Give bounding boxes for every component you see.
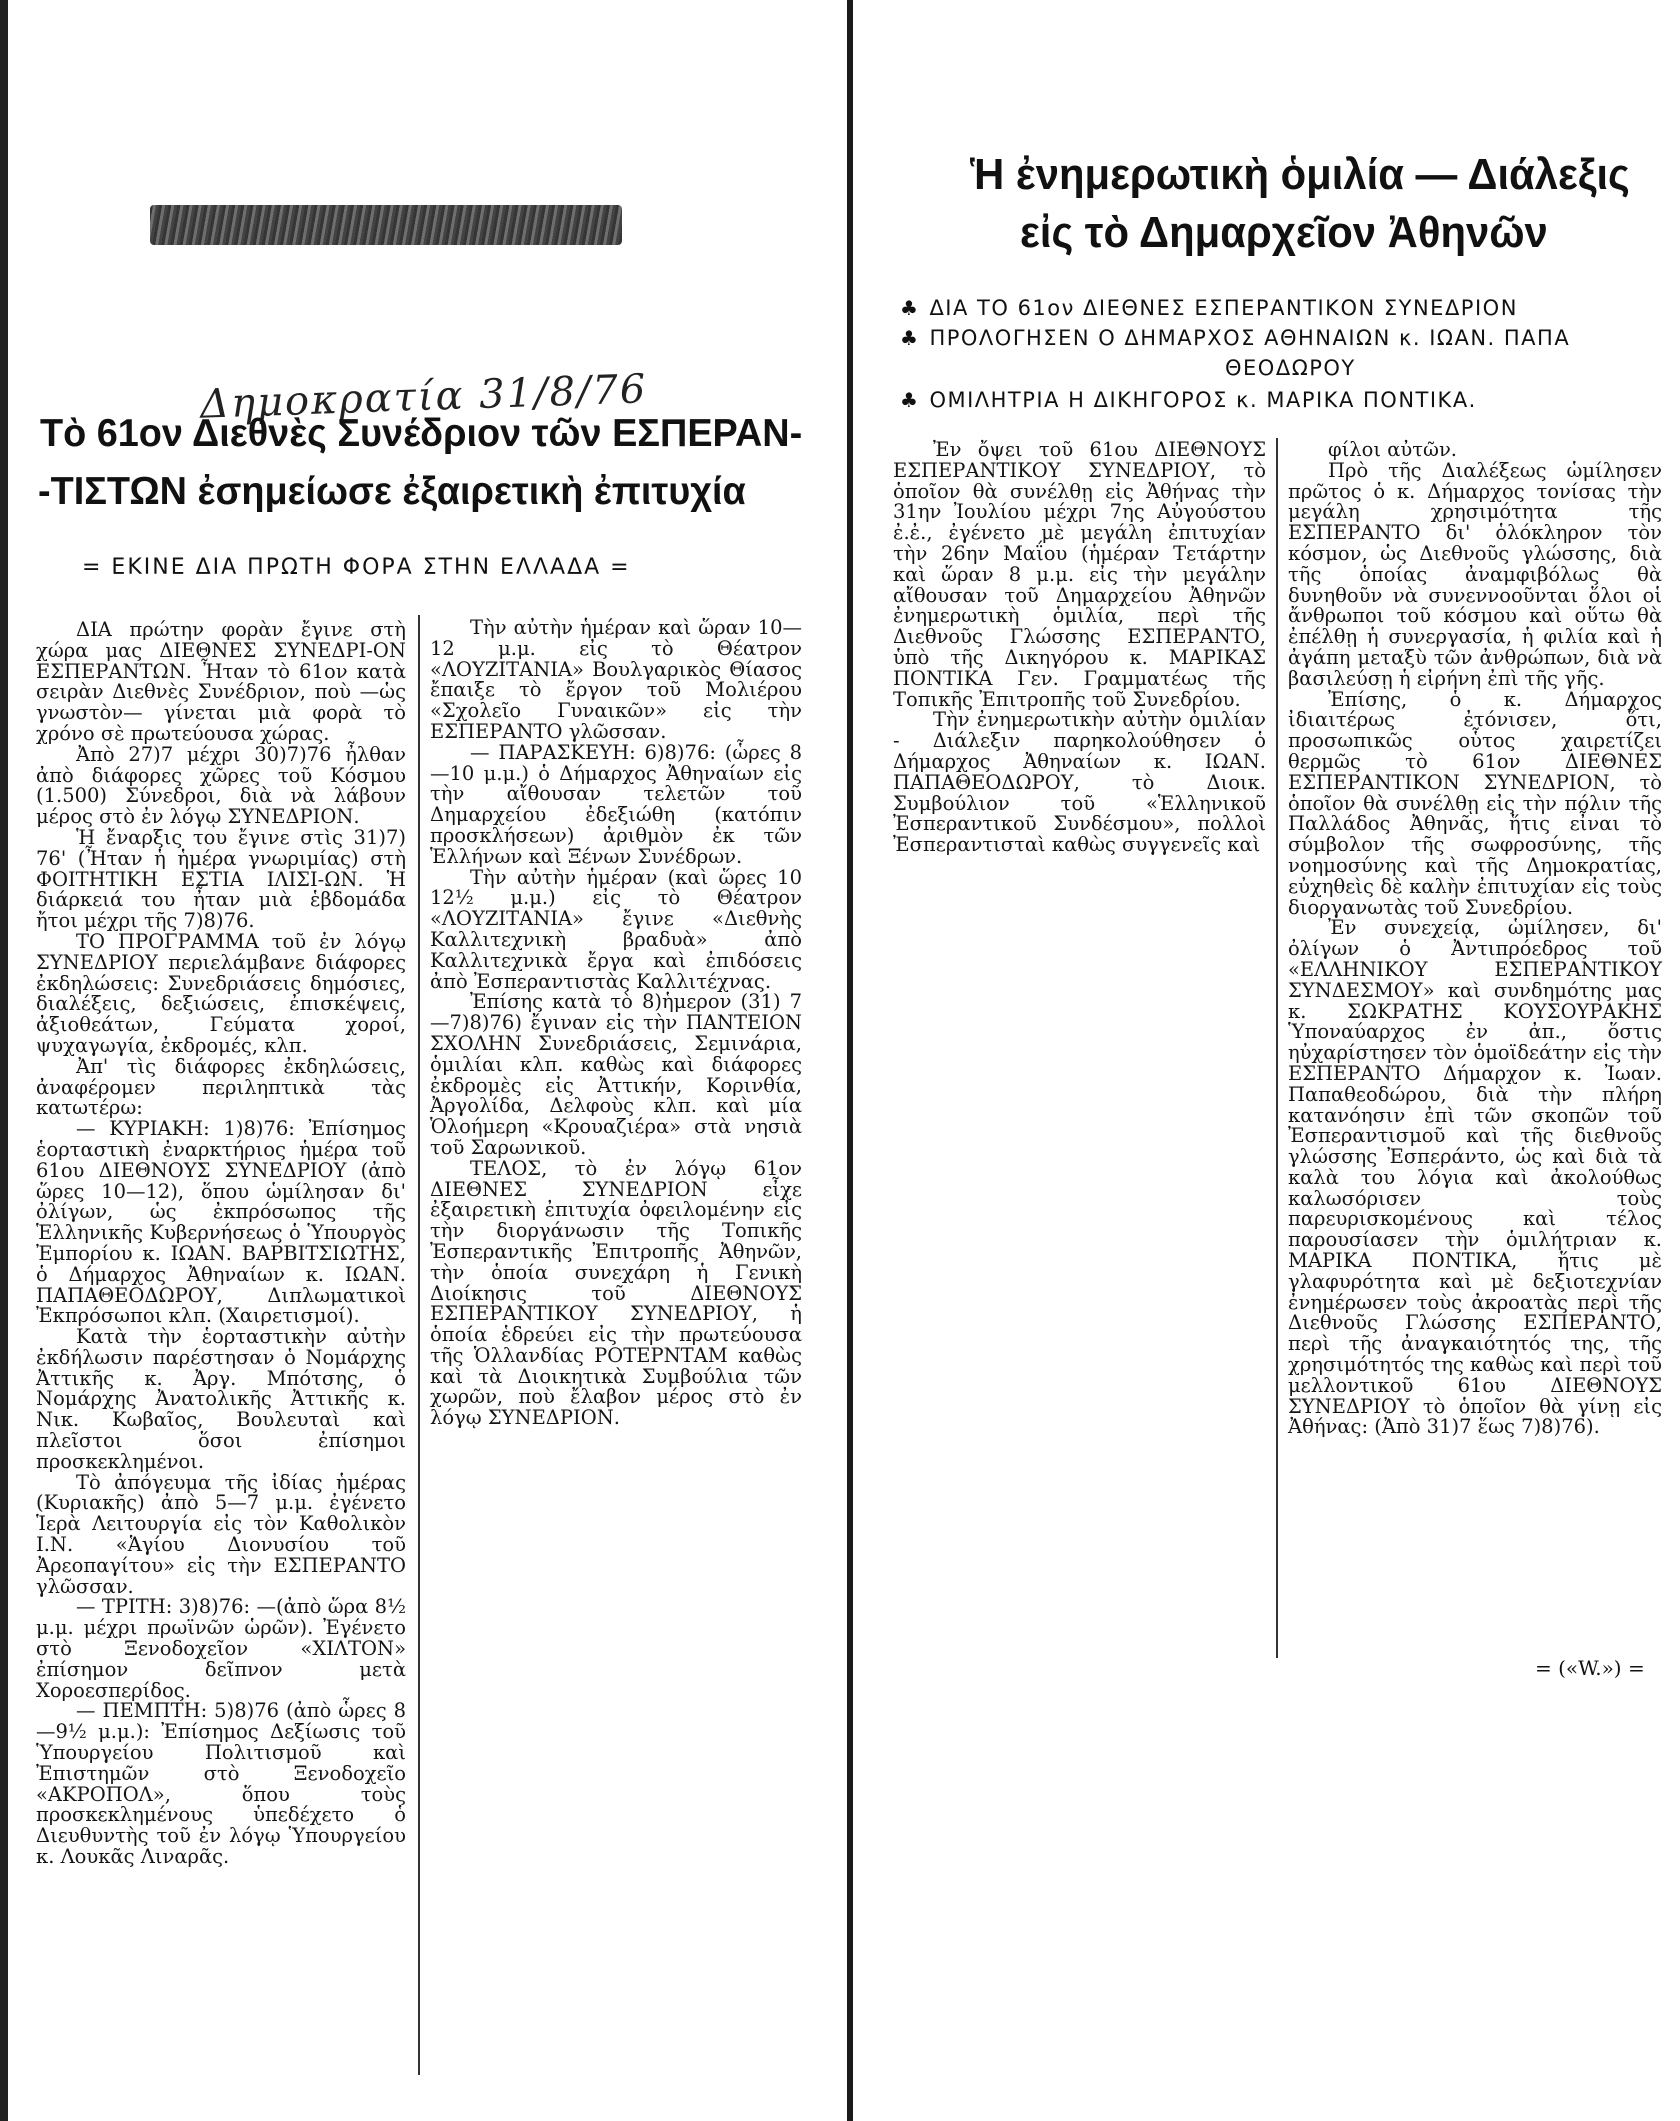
paragraph: Ἐπίσης, ὁ κ. Δήμαρχος ἰδιαιτέρως ἐτόνισεν, ὅτι, προσωπικῶς οὗτος χαιρετίζει θερμῶς τὸ 61ον ΔΙΕΘΝΕΣ ΕΣΠΕΡΑΝΤΙΚΟΝ ΣΥΝΕΔΡΙΟΝ, τὸ ὁποῖον θὰ συνέλθῃ εἰς τὴν πόλιν τῆς Παλλάδος Ἀθηνᾶς, ἥτις εἶναι τὸ σύμβολον τῆς σωφροσύνης, τῆς νοημοσύνης καὶ τῆς Δημοκρατίας, εὐχηθεὶς δὲ καλὴν ἐπιτυχίαν εἰς τοὺς διοργανωτὰς τοῦ Συνεδρίου. [1288,687,1662,919]
paragraph: Ἐν συνεχείᾳ, ὡμίλησεν, δι' ὀλίγων ὁ Ἀντιπρόεδρος τοῦ «ΕΛΛΗΝΙΚΟΥ ΕΣΠΕΡΑΝΤΙΚΟΥ ΣΥΝΔΕΣΜΟΥ» καὶ συνδημότης μας κ. ΣΩΚΡΑΤΗΣ ΚΟΥΣΟΥΡΑΚΗΣ Ὑποναύαρχος ἐν ἀπ., ὅστις ηὐχαρίστησεν τὸν ὁμοϊδεάτην εἰς τὴν ΕΣΠΕΡΑΝΤΟ Δήμαρχον κ. Ἰωαν. Παπαθεοδώρου, διὰ τὴν πλήρη κατανόησιν ἐπὶ τῶν σκοπῶν τοῦ Ἐσπεραντισμοῦ καὶ τῆς διεθνοῦς γλώσσης Ἐσπεράντο, ὡς καὶ διὰ τὰ καλὰ του λόγια καὶ ἀκολούθως καλωσόρισεν τοὺς παρευρισκομένους καὶ τέλος παρουσίασεν τὴν ὁμιλήτριαν κ. ΜΑΡΙΚΑ ΠΟΝΤΙΚΑ, ἥτις μὲ γλαφυρότητα καὶ μὲ δεξιοτεχνίαν ἐνημέρωσεν τοὺς ἀκροατὰς περὶ τῆς Διεθνοῦς Γλώσσης ΕΣΠΕΡΑΝΤΟ, περὶ τῆς ἀναγκαιότητός της, τῆς χρησιμότητός της καθὼς καὶ περὶ τοῦ μελλοντικοῦ 61ου ΔΙΕΘΝΟΥΣ ΣΥΝΕΔΡΙΟΥ τὸ ὁποῖον θὰ γίνῃ εἰς Ἀθήνας: (Ἀπὸ 31)7 ἕως 7)8)76). [1288,916,1662,1439]
right-column-2 [1288,440,1662,1438]
paragraph: — ΚΥΡΙΑΚΗ: 1)8)76: Ἐπίσημος ἑορταστικὴ ἐναρκτήριος ἡμέρα τοῦ 61ου ΔΙΕΘΝΟΥΣ ΣΥΝΕΔΡΙΟΥ (ἀπὸ ὥρες 10—12), ὅπου ὡμίλησαν δι' ὀλίγων, ὡς ἐκπρόσωπος τῆς Ἑλληνικῆς Κυβερνήσεως ὁ Ὑπουργὸς Ἐμπορίου κ. ΙΩΑΝ. ΒΑΡΒΙΤΣΙΩΤΗΣ, ὁ Δήμαρχος Ἀθηναίων κ. ΙΩΑΝ. ΠΑΠΑΘΕΟΔΩΡΟΥ, Διπλωματικοὶ Ἐκπρόσωποι κλπ. (Χαιρετισμοί). [36,1117,406,1328]
right-headline-line2: εἰς τὸ Δημαρχεῖον Ἀθηνῶν [1020,208,1548,257]
right-headline-line1: Ἡ ἐνημερωτικὴ ὁμιλία — Διάλεξις [970,150,1630,199]
author-signature: = («W.») = [1535,1656,1645,1680]
paragraph: — ΠΕΜΠΤΗ: 5)8)76 (ἀπὸ ὧρες 8—9½ μ.μ.): Ἐπίσημος Δεξίωσις τοῦ Ὑπουργείου Πολιτισμοῦ καὶ Ἐπιστημῶν στὸ Ξενοδοχεῖο «ΑΚΡΟΠΟΛ», ὅπου τοὺς προσκεκλημένους ὑπεδέχετο ὁ Διευθυντὴς τοῦ ἐν λόγῳ Ὑπουργείου κ. Λουκᾶς Λιναρᾶς. [36,1699,406,1869]
trefoil-bullet-icon: ♣ [900,326,920,350]
handwritten-date-note: Δημοκρατία 31/8/76 [199,366,649,428]
paragraph: Ἐπίσης κατὰ τὸ 8)ἡμερον (31) 7—7)8)76) ἔγιναν εἰς τὴν ΠΑΝΤΕΙΟΝ ΣΧΟΛΗΝ Συνεδριάσεις, Σεμινάρια, ὁμιλίαι κλπ. καθὼς καὶ διάφορες ἐκδρομὲς εἰς Ἀττικήν, Κορινθία, Ἀργολίδα, Δελφοὺς κλπ. καὶ μία Ὁλοήμερη «Κρουαζιέρα» στὰ νησιὰ τοῦ Σαρωνικοῦ. [430,990,802,1159]
paragraph: ΤΕΛΟΣ, τὸ ἐν λόγῳ 61ον ΔΙΕΘΝΕΣ ΣΥΝΕΔΡΙΟΝ εἶχε ἐξαιρετικὴ ἐπιτυχία ὀφειλομένην εἰς τὴν διοργάνωσιν τῆς Τοπικῆς Ἐσπεραντικῆς Ἐπιτροπῆς Ἀθηνῶν, τὴν ὁποία συνεχάρη ἡ Γενικὴ Διοίκησις τοῦ ΔΙΕΘΝΟΥΣ ΕΣΠΕΡΑΝΤΙΚΟΥ ΣΥΝΕΔΡΙΟΥ, ἡ ὁποία ἑδρεύει εἰς τὴν πρωτεύουσα τῆς Ὁλλανδίας ΡΟΤΕΡΝΤΑΜ καθὼς καὶ τὰ Διοικητικὰ Συμβούλια τῶν χωρῶν, ποὺ ἔλαβον μέρος στὸ ἐν λόγῳ ΣΥΝΕΔΡΙΟΝ. [430,1156,802,1430]
paragraph: — ΤΡΙΤΗ: 3)8)76: —(ἀπὸ ὥρα 8½ μ.μ. μέχρι πρωϊνῶν ὡρῶν). Ἐγένετο στὸ Ξενοδοχεῖον «ΧΙΛΤΟΝ» ἐπίσημον δεῖπνον μετὰ Χοροεσπερίδος. [36,1595,406,1702]
paragraph: φίλοι αὐτῶν. [1328,438,1458,461]
bullet-1: ♣ ΔΙΑ ΤΟ 61ον ΔΙΕΘΝΕΣ ΕΣΠΕΡΑΝΤΙΚΟΝ ΣΥΝΕΔΡΙΟΝ [900,296,1518,320]
paragraph: — ΠΑΡΑΣΚΕΥΗ: 6)8)76: (ὧρες 8—10 μ.μ.) ὁ Δήμαρχος Ἀθηναίων εἰς τὴν αἴθουσαν τελετῶν τοῦ Δημαρχείου ἐδεξιώθη (κατόπιν προσκλήσεων) ἀριθμὸν ἐκ τῶν Ἑλλήνων καὶ Ξένων Συνέδρων. [430,740,802,868]
paragraph: Τὴν αὐτὴν ἡμέραν (καὶ ὥρες 10 12½ μ.μ.) εἰς τὸ Θέατρον «ΛΟΥΖΙΤΑΝΙΑ» ἔγινε «Διεθνὴς Καλλιτεχνικὴ βραδυὰ» ἀπὸ Καλλιτεχνικὰ ἔργα καὶ ἐπιδόσεις ἀπὸ Ἐσπεραντιστὰς Καλλιτέχνας. [430,865,802,993]
bullet-2: ♣ ΠΡΟΛΟΓΗΣΕΝ Ο ΔΗΜΑΡΧΟΣ ΑΘΗΝΑΙΩΝ κ. ΙΩΑΝ. ΠΑΠΑ [900,326,1571,350]
paragraph: Ἀπ' τὶς διάφορες ἐκδηλώσεις, ἀναφέρομεν περιληπτικὰ τὰς κατωτέρω: [36,1054,406,1120]
trefoil-bullet-icon: ♣ [900,296,920,320]
left-column-1 [36,620,406,1868]
bullet-2-continued: ΘΕΟΔΩΡΟΥ [1225,356,1356,380]
bullet-3: ♣ ΟΜΙΛΗΤΡΙΑ Η ΔΙΚΗΓΟΡΟΣ κ. ΜΑΡΙΚΑ ΠΟΝΤΙΚΑ. [900,388,1477,412]
trefoil-bullet-icon: ♣ [900,388,920,412]
paragraph: Κατὰ τὴν ἑορταστικὴν αὐτὴν ἐκδήλωσιν παρέστησαν ὁ Νομάρχης Ἀττικῆς κ. Ἀργ. Μπότσης, ὁ Νομάρχης Ἀνατολικῆς Ἀττικῆς κ. Νικ. Κωβαῖος, Βουλευταὶ καὶ πλεῖστοι ὅσοι ἐπίσημοι προσκεκλημένοι. [36,1325,406,1473]
left-headline-line2: -ΤΙΣΤΩΝ ἐσημείωσε ἐξαιρετικὴ ἐπιτυχία [38,470,746,513]
paragraph: ΤΟ ΠΡΟΓΡΑΜΜΑ τοῦ ἐν λόγῳ ΣΥΝΕΔΡΙΟΥ περιελάμβανε διάφορες ἐκδηλώσεις: Συνεδριάσεις δημόσιες, διαλέξεις, δεξιώσεις, ἐπισκέψεις, ἀξιοθεάτων, Γεύματα χοροί, ψυχαγωγία, ἐκδρομές, κλπ. [36,929,406,1057]
right-column-rule [1276,438,1278,1658]
redacted-scribble [150,205,622,245]
left-column-2 [430,618,802,1429]
paragraph: Πρὸ τῆς Διαλέξεως ὡμίλησεν πρῶτος ὁ κ. Δήμαρχος τονίσας τὴν μεγάλη χρησιμότητα τῆς ΕΣΠΕΡΑΝΤΟ δι' ὁλόκληρον τὸν κόσμον, ὡς Διεθνοῦς γλώσσης, διὰ τῆς ὁποίας ἀναμφιβόλως θὰ δυνηθοῦν νὰ συνεννοοῦνται ὅλοι οἱ ἄνθρωποι τοῦ κόσμου καὶ οὕτω θὰ ἐπέλθῃ ἡ συνεργασία, ἡ φιλία καὶ ἡ ἀγάπη μεταξὺ τῶν ἀνθρώπων, διὰ νὰ βασιλεύσῃ ἡ εἰρήνη ἐπὶ τῆς γῆς. [1288,458,1662,690]
clipping-divider [847,0,853,2121]
paragraph: Τὴν αὐτὴν ἡμέραν καὶ ὥραν 10—12 μ.μ. εἰς τὸ Θέατρον «ΛΟΥΖΙΤΑΝΙΑ» Βουλγαρικὸς Θίασος ἔπαιξε τὸ ἔργον τοῦ Μολιέρου «Σχολεῖο Γυναικῶν» εἰς τὴν ΕΣΠΕΡΑΝΤΟ γλῶσσαν. [430,616,802,743]
paragraph: Τὴν ἐνημερωτικὴν αὐτὴν ὁμιλίαν - Διάλεξιν παρηκολούθησεν ὁ Δήμαρχος Ἀθηναίων κ. ΙΩΑΝ. ΠΑΠΑΘΕΟΔΩΡΟΥ, τὸ Διοικ. Συμβούλιον τοῦ «Ἑλληνικοῦ Ἐσπεραντικοῦ Συνδέσμου», πολλοὶ Ἐσπεραντισταὶ καθὼς συγγενεῖς καὶ [893,708,1266,857]
paragraph: ΔΙΑ πρώτην φορὰν ἔγινε στὴ χώρα μας ΔΙΕΘΝΕΣ ΣΥΝΕΔΡΙ-ΟΝ ΕΣΠΕΡΑΝΤΩΝ. Ἦταν τὸ 61ον κατὰ σειρὰν Διεθνὲς Συνέδριον, ποὺ —ὡς γνωστὸν— γίνεται μιὰ φορὰ τὸ χρόνο σὲ πρωτεύουσα χώρας. [36,618,406,745]
left-column-rule [418,615,420,2075]
paragraph: Ἀπὸ 27)7 μέχρι 30)7)76 ἦλθαν ἀπὸ διάφορες χῶρες τοῦ Κόσμου (1.500) Σύνεδροι, διὰ νὰ λάβουν μέρος στὸ ἐν λόγῳ ΣΥΝΕΔΡΙΟΝ. [36,742,406,829]
paragraph: Τὸ ἀπόγευμα τῆς ἰδίας ἡμέρας (Κυριακῆς) ἀπὸ 5—7 μ.μ. ἐγένετο Ἱερὰ Λειτουργία εἰς τὸν Καθολικὸν Ι.Ν. «Ἁγίου Διονυσίου τοῦ Ἀρεοπαγίτου» εἰς τὴν ΕΣΠΕΡΑΝΤΟ γλῶσσαν. [36,1470,406,1598]
left-subheadline: = ΕΚΙΝΕ ΔΙΑ ΠΡΩΤΗ ΦΟΡΑ ΣΤΗΝ ΕΛΛΑΔΑ = [82,555,631,580]
page-edge [0,0,8,2121]
paragraph: Ἐν ὄψει τοῦ 61ου ΔΙΕΘΝΟΥΣ ΕΣΠΕΡΑΝΤΙΚΟΥ ΣΥΝΕΔΡΙΟΥ, τὸ ὁποῖον θὰ συνέλθῃ εἰς Ἀθήνας τὴν 31ην Ἰουλίου μέχρι 7ης Αὐγούστου ἐ.ἐ., ἐγένετο μὲ μεγάλη ἐπιτυχίαν τὴν 26ην Μαΐου (ἡμέραν Τετάρτην καὶ ὥραν 8 μ.μ. εἰς τὴν μεγάλην αἴθουσαν τοῦ Δημαρχείου Ἀθηνῶν ἐνημερωτικὴ ὁμιλία, περὶ τῆς Διεθνοῦς Γλώσσης ΕΣΠΕΡΑΝΤΟ, ὑπὸ τῆς Δικηγόρου κ. ΜΑΡΙΚΑΣ ΠΟΝΤΙΚΑ Γεν. Γραμματέως τῆς Τοπικῆς Ἐπιτροπῆς τοῦ Συνεδρίου. [893,438,1266,711]
paragraph: Ἡ ἔναρξις του ἔγινε στὶς 31)7) 76' (Ἦταν ἡ ἡμέρα γνωριμίας) στὴ ΦΟΙΤΗΤΙΚΗ ΕΣΤΙΑ ΙΛΙΣΙ-ΩΝ. Ἡ διάρκειά του ἦταν μιὰ ἑβδομάδα ἤτοι μέχρι τῆς 7)8)76. [36,825,406,933]
left-headline-line1: Τὸ 61ον Διεθνὲς Συνέδριον τῶν ΕΣΠΕΡΑΝ- [40,412,803,455]
right-column-1 [893,440,1266,856]
